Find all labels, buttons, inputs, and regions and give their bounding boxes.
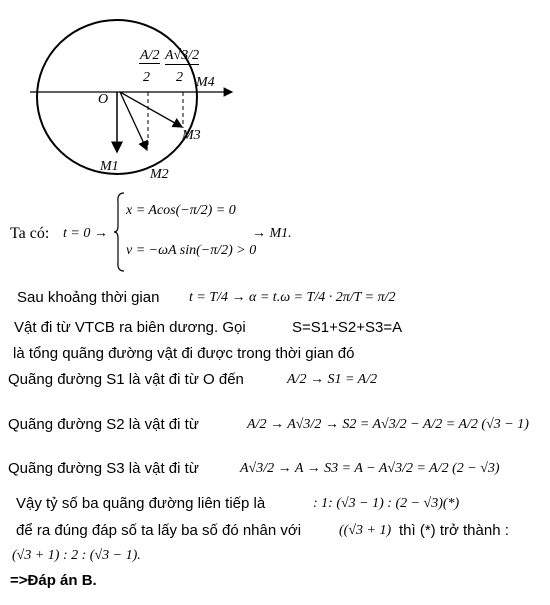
s3-text: Quãng đường S3 là vật đi từ bbox=[8, 460, 199, 477]
label-origin: O bbox=[98, 92, 109, 107]
label-M2: M2 bbox=[150, 167, 169, 182]
vector-OM3 bbox=[120, 92, 182, 127]
t-eq-0: t = 0 → bbox=[63, 226, 108, 241]
s2-math: A/2 → A√3/2 → S2 = A√3/2 − A/2 = A/2 (√3 − 1) bbox=[247, 417, 529, 432]
system-brace bbox=[113, 192, 125, 272]
label-A-half-denominator: 2 bbox=[143, 70, 150, 85]
label-M3: M3 bbox=[182, 128, 201, 143]
system-line-1: x = Acos(−π/2) = 0 bbox=[126, 203, 236, 218]
circle-diagram bbox=[0, 0, 250, 185]
thi-tro-thanh-text: thì (*) trở thành : bbox=[399, 522, 509, 539]
label-M1: M1 bbox=[100, 159, 119, 174]
sau-khoang-math: t = T/4 → α = t.ω = T/4 · 2π/T = π/2 bbox=[189, 290, 396, 305]
ta-co-label: Ta có: bbox=[10, 225, 50, 242]
ratio-expression: : 1: (√3 − 1) : (2 − √3)(*) bbox=[313, 496, 460, 511]
system-line-2: v = −ωA sin(−π/2) > 0 bbox=[126, 243, 257, 258]
label-A-sqrt3-half: A√3/2 bbox=[165, 48, 200, 63]
la-tong-text: là tổng quãng đường vật đi được trong thời gian đó bbox=[13, 345, 355, 362]
multiplier: ((√3 + 1) bbox=[339, 523, 392, 538]
vat-di-text: Vật đi từ VTCB ra biên dương. Gọi bbox=[14, 319, 246, 336]
vector-OM2 bbox=[120, 92, 147, 150]
answer-line: =>Đáp án B. bbox=[10, 572, 97, 589]
s1-text: Quãng đường S1 là vật đi từ O đến bbox=[8, 371, 244, 388]
s1-math: A/2 → S1 = A/2 bbox=[287, 372, 378, 387]
sau-khoang-text: Sau khoảng thời gian bbox=[17, 289, 160, 306]
label-M4: M4 bbox=[196, 75, 215, 90]
s2-text: Quãng đường S2 là vật đi từ bbox=[8, 416, 199, 433]
system-result: → M1. bbox=[252, 226, 292, 241]
s-sum: S=S1+S2+S3=A bbox=[292, 319, 403, 336]
de-ra-text: để ra đúng đáp số ta lấy ba số đó nhân với bbox=[16, 522, 302, 539]
label-A-half: A/2 bbox=[140, 48, 160, 63]
s3-math: A√3/2 → A → S3 = A − A√3/2 = A/2 (2 − √3) bbox=[240, 461, 500, 476]
label-A-sqrt3-half-denominator: 2 bbox=[176, 70, 183, 85]
final-ratio: (√3 + 1) : 2 : (√3 − 1). bbox=[12, 548, 141, 563]
vay-ty-so-text: Vậy tỷ số ba quãng đường liên tiếp là bbox=[16, 495, 266, 512]
